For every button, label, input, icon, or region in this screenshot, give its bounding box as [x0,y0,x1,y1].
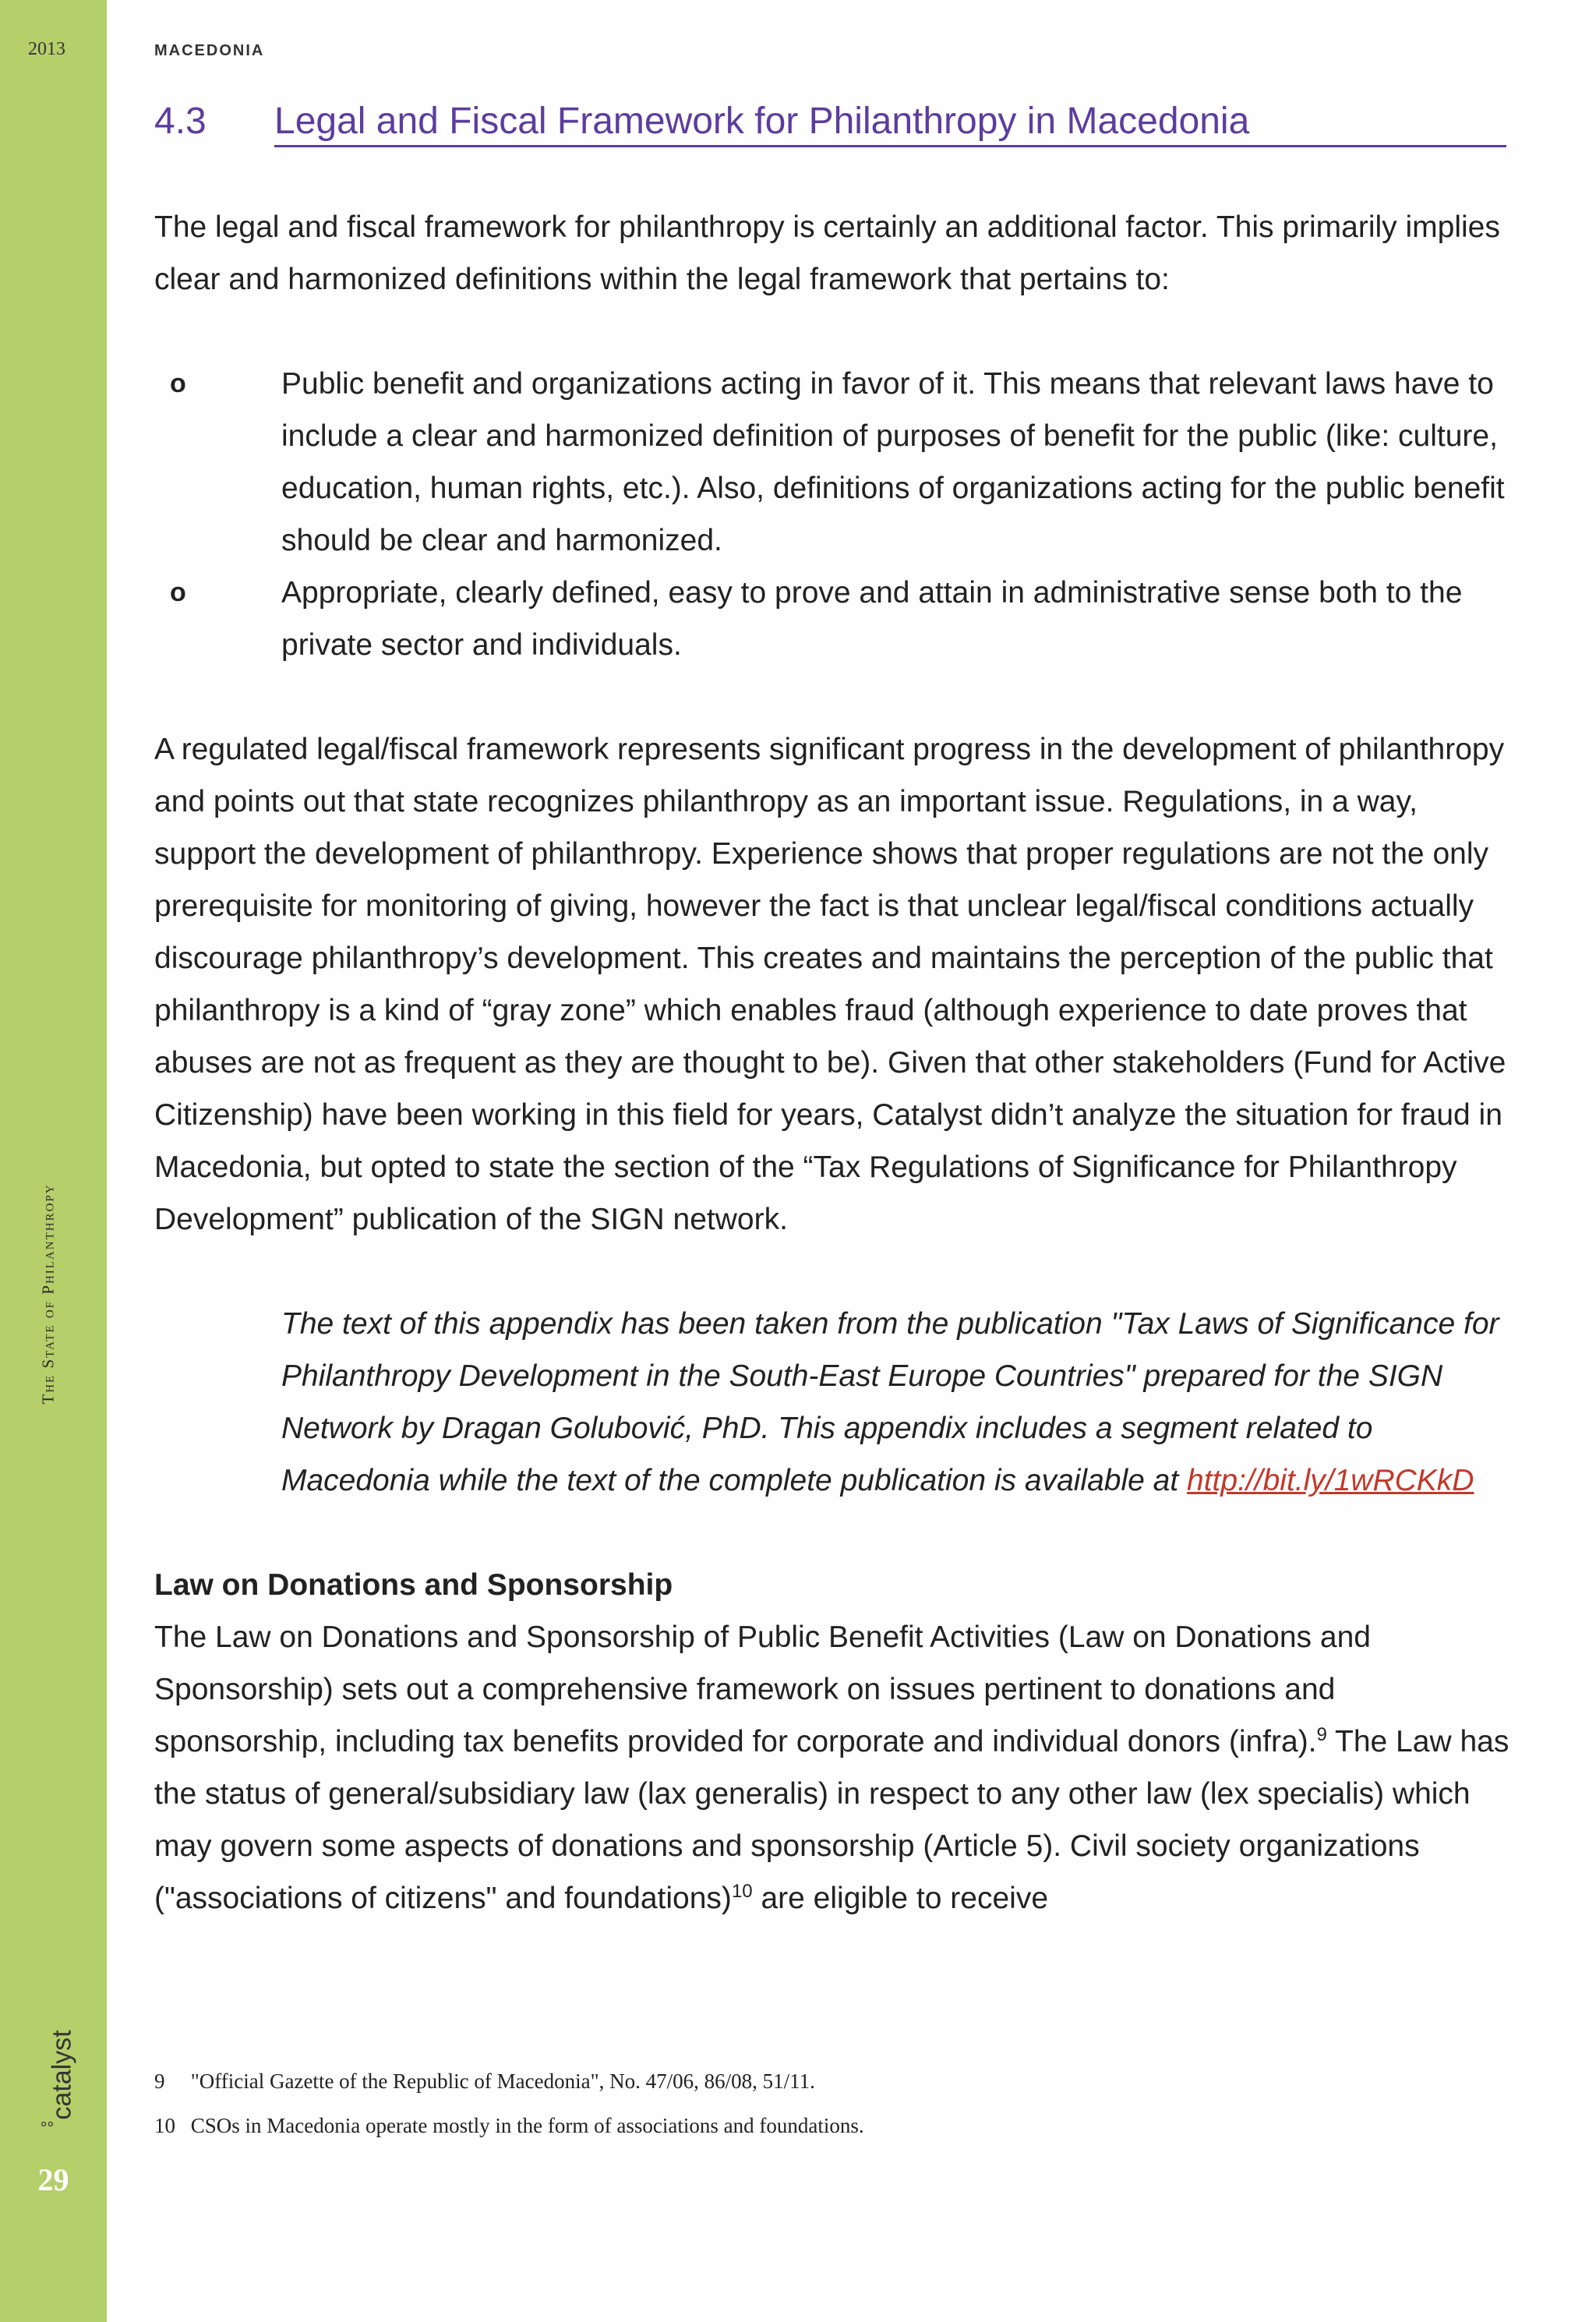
year-label: 2013 [28,39,65,59]
footnote-text: "Official Gazette of the Republic of Macedonia", No. 47/06, 86/08, 51/11. [190,2069,815,2093]
appendix-quote [154,1298,1510,1507]
section-heading [154,94,1506,148]
section-title: Legal and Fiscal Framework for Philanthropy in Macedonia [274,100,1506,147]
subheading-law: Law on Donations and Sponsorship [154,1568,673,1602]
law-paragraph [154,1611,1510,1924]
section-number: 4.3 [154,101,207,142]
footnote-number: 9 [154,2069,165,2093]
footnotes [154,2059,1510,2148]
bullet-text: Appropriate, clearly defined, easy to prove and attain in administrative sense both to the private sector and individuals. [281,576,1463,662]
law-text-2: The Law has the status of general/subsidiary law (lax generalis) in respect to any other law (lex specialis) which may govern some aspects of donations and sponsorship (Article 5). Civil society organizations ("associations of citizens" and foundations) [154,1725,1509,1915]
law-text-1: The Law on Donations and Sponsorship of Public Benefit Activities (Law on Donations and Sponsorship) sets out a comprehensive framework on issues pertinent to donations and sponsorship, including tax benefits provided for corporate and individual donors (infra). [154,1620,1371,1758]
quote-text: The text of this appendix has been taken from the publication "Tax Laws of Significance for Philanthropy Development in the South-East Europe Countries" prepared for the SIGN Network by Dragan Golubović, PhD. This appendix includes a segment related to Macedonia while the text of the complete publication is available at [281,1307,1499,1497]
footnote-10 [154,2104,1510,2148]
publication-link[interactable]: http://bit.ly/1wRCKkD [1187,1464,1474,1497]
sidebar [0,0,107,2322]
list-item [154,567,1510,671]
law-text-3: are eligible to receive [752,1882,1049,1915]
intro-paragraph: The legal and fiscal framework for philanthropy is certainly an additional factor. This primarily implies clear and harmonized definitions within the legal framework that pertains to: [154,210,1500,296]
framework-paragraph: A regulated legal/fiscal framework represents significant progress in the development of philanthropy and points out that state recognizes philanthropy as an important issue. Regulations, in a way, support the development of philanthropy. Experience shows that proper regulations are not the only prerequisite for monitoring of giving, however the fact is that unclear legal/fiscal conditions actually discourage philanthropy’s development. This creates and maintains the perception of the public that philanthropy is a kind of “gray zone” which enables fraud (although experience to date proves that abuses are not as frequent as they are thought to be). Given that other stakeholders (Fund for Active Citizenship) have been working in this field for years, Catalyst didn’t analyze the situation for fraud in Macedonia, but opted to state the section of the “Tax Regulations of Significance for Philanthropy Development” publication of the SIGN network. [154,733,1506,1236]
running-head: MACEDONIA [154,42,265,59]
footnote-number: 10 [154,2114,175,2137]
main-content [154,201,1510,1924]
logo-text: catalyst [47,2030,77,2120]
bullet-icon: o [170,369,186,398]
footnote-text: CSOs in Macedonia operate mostly in the form of associations and foundations. [190,2114,864,2137]
logo-wordmark [40,2030,78,2130]
page-number: 29 [37,2162,69,2197]
bullet-list [154,358,1510,671]
footnote-ref-9[interactable]: 9 [1316,1724,1327,1745]
logo-dots-icon: °° [40,2110,55,2130]
list-item [154,358,1510,567]
bullet-icon: o [170,578,186,607]
bullet-text: Public benefit and organizations acting in favor of it. This means that relevant laws have to include a clear and harmonized definition of purposes of benefit for the public (like: culture, education, human rights, etc.). Also, definitions of organizations acting for the public benefit should be clear and harmonized. [281,367,1505,557]
footnote-ref-10[interactable]: 10 [731,1881,753,1902]
footnote-9 [154,2059,1510,2104]
spine-title: The State of Philanthropy [38,1183,58,1405]
